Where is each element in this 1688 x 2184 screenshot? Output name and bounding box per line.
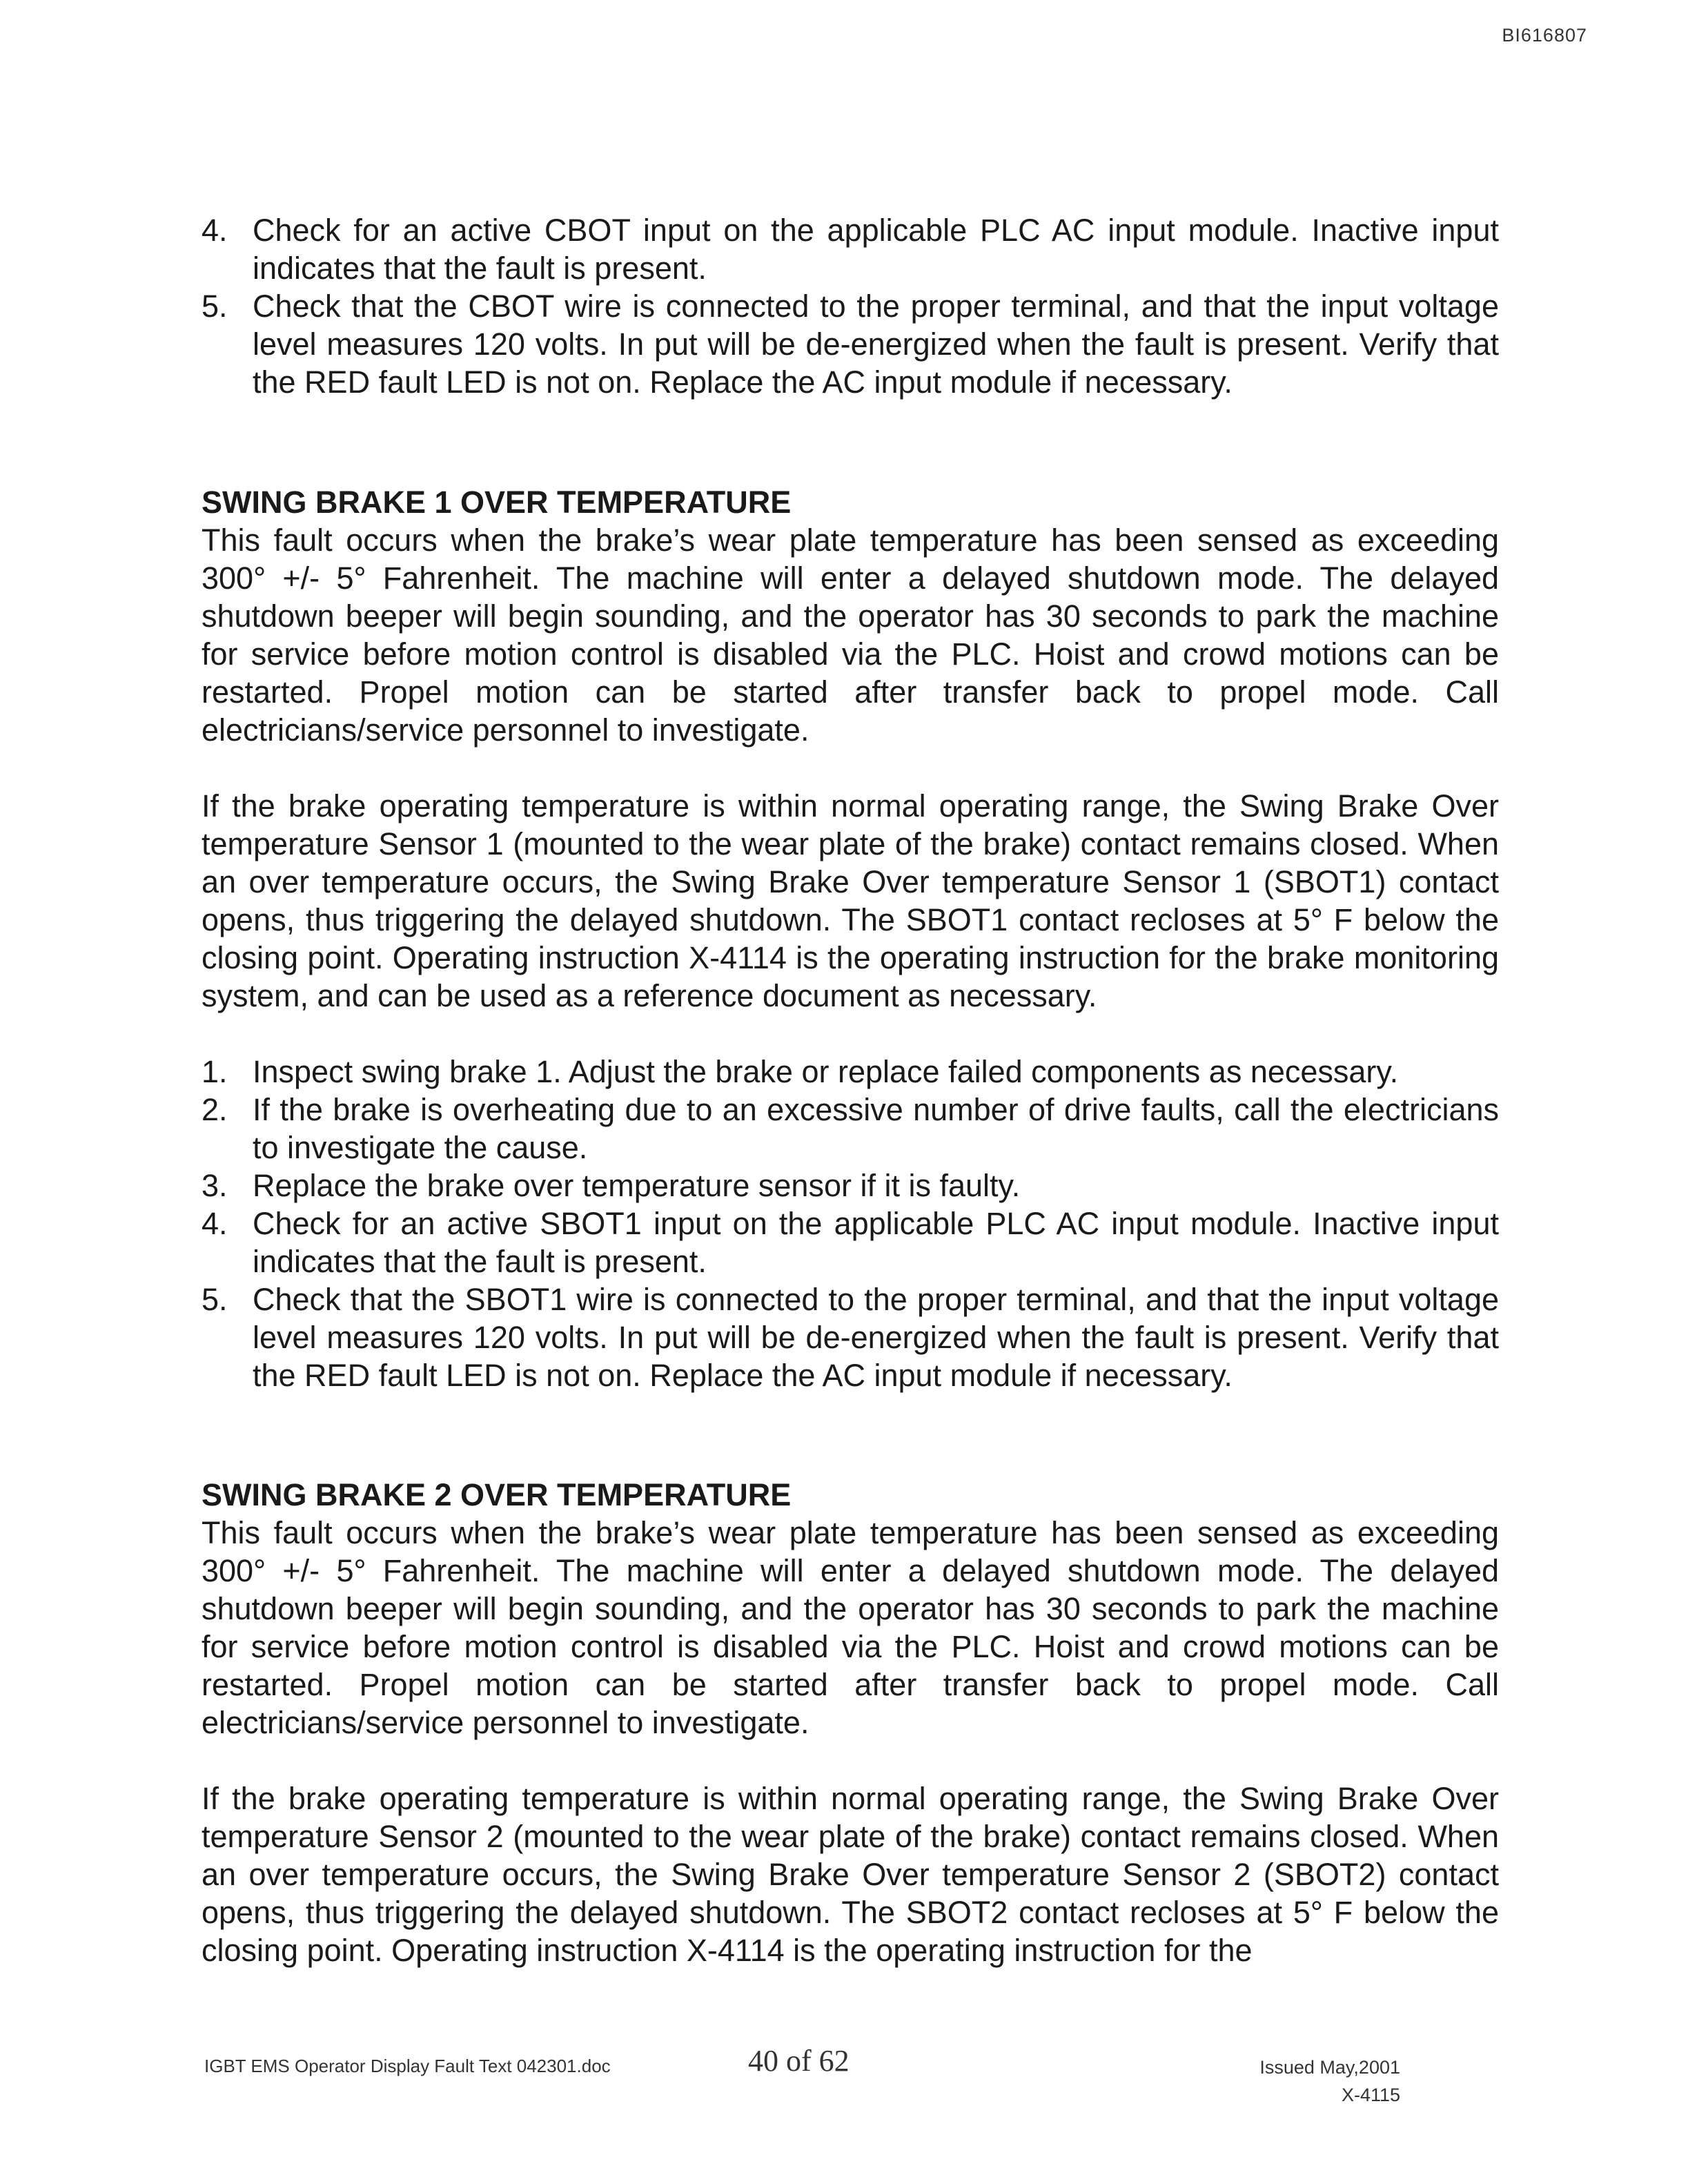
paragraph: This fault occurs when the brake’s wear plate temperature has been sensed as exceeding 300° +/- 5° Fahrenheit. The machine will enter a delayed shutdown mode. The delayed shutdown beeper will begin sounding, and the operator has 30 seconds to park the machine for service before motion control is disabled via the PLC. Hoist and crowd motions can be restarted. Propel motion can be started after transfer back to propel mode. Call electricians/service personnel to investigate. bbox=[202, 523, 1499, 748]
footer-issue-info bbox=[1259, 2054, 1400, 2109]
list-item-number: 1. bbox=[202, 1054, 228, 1089]
list-item bbox=[202, 1205, 1499, 1280]
top-step-list bbox=[202, 211, 1499, 401]
list-item-text: Check for an active SBOT1 input on the applicable PLC AC input module. Inactive input indicates that the fault is present. bbox=[253, 1206, 1499, 1279]
step-list bbox=[202, 1053, 1499, 1394]
issued-date: Issued May,2001 bbox=[1259, 2057, 1400, 2078]
list-item bbox=[202, 1167, 1499, 1205]
page-number: 40 of 62 bbox=[748, 2044, 850, 2078]
list-item bbox=[202, 1280, 1499, 1394]
list-item-text: Check that the CBOT wire is connected to the proper terminal, and that the input voltage level measures 120 volts. In put will be de-energized when the fault is present. Verify that the RED fault LED is not on. Replace the AC input module if necessary. bbox=[253, 289, 1499, 400]
list-item bbox=[202, 1053, 1499, 1091]
paragraph: If the brake operating temperature is within normal operating range, the Swing Brake Over temperature Sensor 1 (mounted to the wear plate of the brake) contact remains closed. When an over temperature occurs, the Swing Brake Over temperature Sensor 1 (SBOT1) contact opens, thus triggering the delayed shutdown. The SBOT1 contact recloses at 5° F below the closing point. Operating instruction X-4114 is the operating instruction for the brake monitoring system, and can be used as a reference document as necessary. bbox=[202, 788, 1499, 1013]
section-swing-brake-1 bbox=[202, 483, 1499, 1394]
list-item-text: Inspect swing brake 1. Adjust the brake or replace failed components as necessary. bbox=[253, 1054, 1399, 1089]
list-item bbox=[202, 1091, 1499, 1167]
list-item-text: Check for an active CBOT input on the applicable PLC AC input module. Inactive input indicates that the fault is present. bbox=[253, 213, 1499, 286]
top-steps-block bbox=[202, 211, 1499, 401]
list-item-text: Replace the brake over temperature sensor if it is faulty. bbox=[253, 1168, 1021, 1203]
list-item-number: 5. bbox=[202, 289, 228, 324]
document-number: X-4115 bbox=[1341, 2085, 1400, 2105]
list-item-number: 4. bbox=[202, 213, 228, 248]
list-item-number: 5. bbox=[202, 1282, 228, 1317]
list-item-number: 3. bbox=[202, 1168, 228, 1203]
section-heading: SWING BRAKE 2 OVER TEMPERATURE bbox=[202, 1477, 792, 1512]
paragraph: If the brake operating temperature is within normal operating range, the Swing Brake Over temperature Sensor 2 (mounted to the wear plate of the brake) contact remains closed. When an over temperature occurs, the Swing Brake Over temperature Sensor 2 (SBOT2) contact opens, thus triggering the delayed shutdown. The SBOT2 contact recloses at 5° F below the closing point. Operating instruction X-4114 is the operating instruction for the bbox=[202, 1781, 1499, 1968]
list-item-number: 4. bbox=[202, 1206, 228, 1241]
list-item bbox=[202, 287, 1499, 401]
section-swing-brake-2 bbox=[202, 1476, 1499, 1969]
section-heading: SWING BRAKE 1 OVER TEMPERATURE bbox=[202, 485, 792, 520]
list-item bbox=[202, 211, 1499, 287]
list-item-text: Check that the SBOT1 wire is connected to the proper terminal, and that the input voltage level measures 120 volts. In put will be de-energized when the fault is present. Verify that the RED fault LED is not on. Replace the AC input module if necessary. bbox=[253, 1282, 1499, 1393]
list-item-text: If the brake is overheating due to an excessive number of drive faults, call the electricians to investigate the cause. bbox=[253, 1092, 1499, 1165]
footer-filename: IGBT EMS Operator Display Fault Text 042301.doc bbox=[204, 2056, 611, 2076]
paragraph: This fault occurs when the brake’s wear plate temperature has been sensed as exceeding 300° +/- 5° Fahrenheit. The machine will enter a delayed shutdown mode. The delayed shutdown beeper will begin sounding, and the operator has 30 seconds to park the machine for service before motion control is disabled via the PLC. Hoist and crowd motions can be restarted. Propel motion can be started after transfer back to propel mode. Call electricians/service personnel to investigate. bbox=[202, 1515, 1499, 1740]
list-item-number: 2. bbox=[202, 1092, 228, 1127]
document-id: BI616807 bbox=[1502, 25, 1587, 46]
